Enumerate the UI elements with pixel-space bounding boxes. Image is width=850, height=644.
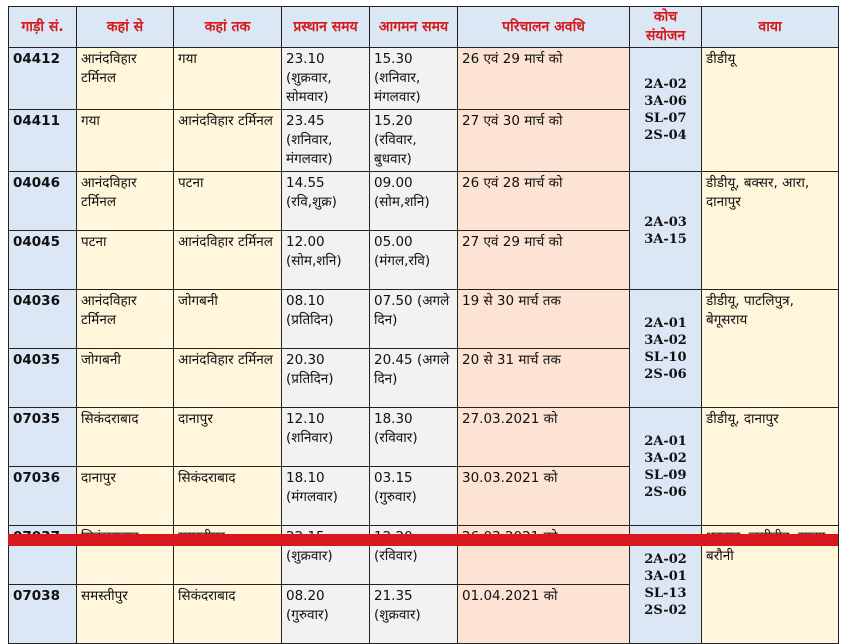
departure-time: 20.30 (प्रतिदिन): [282, 349, 370, 408]
footer-bar: [8, 534, 838, 546]
to-station: आनंदविहार टर्मिनल: [174, 349, 282, 408]
coach-line: SL-10: [644, 349, 687, 365]
table-row: [9, 48, 839, 110]
from-station: दानापुर: [77, 467, 174, 526]
special-train-schedule-table: [8, 6, 839, 644]
departure-time: 23.45 (शनिवार, मंगलवार): [282, 110, 370, 172]
header-departure: प्रस्थान समय: [282, 7, 370, 48]
train-number: 07035: [9, 408, 77, 467]
coach-composition: [630, 290, 702, 408]
operation-period: 27 एवं 30 मार्च को: [458, 110, 630, 172]
via-route: डीडीयू, बक्सर, आरा, दानापुर: [702, 172, 839, 290]
train-number: 07036: [9, 467, 77, 526]
via-route: डीडीयू, दानापुर: [702, 408, 839, 526]
coach-line: 2S-06: [644, 366, 687, 382]
coach-line: 2A-01: [644, 315, 687, 331]
departure-time: 08.10 (प्रतिदिन): [282, 290, 370, 349]
from-station: आनंदविहार टर्मिनल: [77, 172, 174, 231]
coach-line: SL-13: [644, 585, 687, 601]
arrival-time: 21.35 (शुक्रवार): [370, 585, 458, 644]
from-station: समस्तीपुर: [77, 585, 174, 644]
departure-time: 18.10 (मंगलवार): [282, 467, 370, 526]
arrival-time: 20.45 (अगले दिन): [370, 349, 458, 408]
train-number: 04411: [9, 110, 77, 172]
header-from: कहां से: [77, 7, 174, 48]
to-station: जोगबनी: [174, 290, 282, 349]
operation-period: 19 से 30 मार्च तक: [458, 290, 630, 349]
operation-period: 30.03.2021 को: [458, 467, 630, 526]
train-number: 04035: [9, 349, 77, 408]
arrival-time: 03.15 (गुरुवार): [370, 467, 458, 526]
from-station: आनंदविहार टर्मिनल: [77, 48, 174, 110]
header-train-no: गाड़ी सं.: [9, 7, 77, 48]
train-number: 04045: [9, 231, 77, 290]
header-to: कहां तक: [174, 7, 282, 48]
departure-time: 08.20 (गुरुवार): [282, 585, 370, 644]
header-coach: कोच संयोजन: [630, 7, 702, 48]
arrival-time: 18.30 (रविवार): [370, 408, 458, 467]
departure-time: 14.55 (रवि,शुक्र): [282, 172, 370, 231]
departure-time: 23.10 (शुक्रवार, सोमवार): [282, 48, 370, 110]
departure-time: 12.10 (शनिवार): [282, 408, 370, 467]
coach-composition: [630, 408, 702, 526]
operation-period: 27 एवं 29 मार्च को: [458, 231, 630, 290]
via-route: डीडीयू, पाटलिपुत्र, बेगूसराय: [702, 290, 839, 408]
coach-line: 2A-02: [644, 76, 687, 92]
arrival-time: 05.00 (मंगल,रवि): [370, 231, 458, 290]
operation-period: 26 एवं 28 मार्च को: [458, 172, 630, 231]
from-station: गया: [77, 110, 174, 172]
coach-composition: [630, 172, 702, 290]
coach-line: 2A-03: [644, 214, 687, 230]
header-period: परिचालन अवधि: [458, 7, 630, 48]
via-route: बरौनी: [702, 526, 839, 644]
train-number: 04036: [9, 290, 77, 349]
coach-line: 2A-02: [644, 551, 687, 567]
operation-period: 26 एवं 29 मार्च को: [458, 48, 630, 110]
arrival-time: 15.20 (रविवार, बुधवार): [370, 110, 458, 172]
to-station: सिकंदराबाद: [174, 585, 282, 644]
operation-period: 01.04.2021 को: [458, 585, 630, 644]
departure-time: 12.00 (सोम,शनि): [282, 231, 370, 290]
arrival-time: (रविवार): [370, 526, 458, 585]
coach-line: 2S-06: [644, 484, 687, 500]
arrival-time: 15.30 (शनिवार, मंगलवार): [370, 48, 458, 110]
header-row: [9, 7, 839, 48]
table-row: [9, 408, 839, 467]
arrival-time: 09.00 (सोम,शनि): [370, 172, 458, 231]
operation-period: 27.03.2021 को: [458, 408, 630, 467]
departure-time: (शुक्रवार): [282, 526, 370, 585]
table-row: [9, 172, 839, 231]
operation-period: 20 से 31 मार्च तक: [458, 349, 630, 408]
to-station: गया: [174, 48, 282, 110]
from-station: पटना: [77, 231, 174, 290]
arrival-time: 07.50 (अगले दिन): [370, 290, 458, 349]
to-station: दानापुर: [174, 408, 282, 467]
coach-line: 3A-01: [644, 568, 687, 584]
train-number: 07038: [9, 585, 77, 644]
to-station: आनंदविहार टर्मिनल: [174, 231, 282, 290]
coach-line: SL-09: [644, 467, 687, 483]
coach-line: 2A-01: [644, 433, 687, 449]
train-number: 04046: [9, 172, 77, 231]
from-station: सिकंदराबाद: [77, 408, 174, 467]
coach-line: 2S-02: [644, 602, 687, 618]
to-station: पटना: [174, 172, 282, 231]
coach-line: 3A-06: [644, 93, 687, 109]
to-station: आनंदविहार टर्मिनल: [174, 110, 282, 172]
coach-composition: [630, 48, 702, 172]
from-station: जोगबनी: [77, 349, 174, 408]
from-station: आनंदविहार टर्मिनल: [77, 290, 174, 349]
to-station: सिकंदराबाद: [174, 467, 282, 526]
table-row: [9, 290, 839, 349]
header-via: वाया: [702, 7, 839, 48]
coach-line: 3A-02: [644, 450, 687, 466]
coach-line: SL-07: [644, 110, 687, 126]
coach-line: 2S-04: [644, 127, 687, 143]
train-number: 04412: [9, 48, 77, 110]
coach-line: 3A-02: [644, 332, 687, 348]
header-arrival: आगमन समय: [370, 7, 458, 48]
via-route: डीडीयू: [702, 48, 839, 172]
coach-line: 3A-15: [644, 231, 687, 247]
